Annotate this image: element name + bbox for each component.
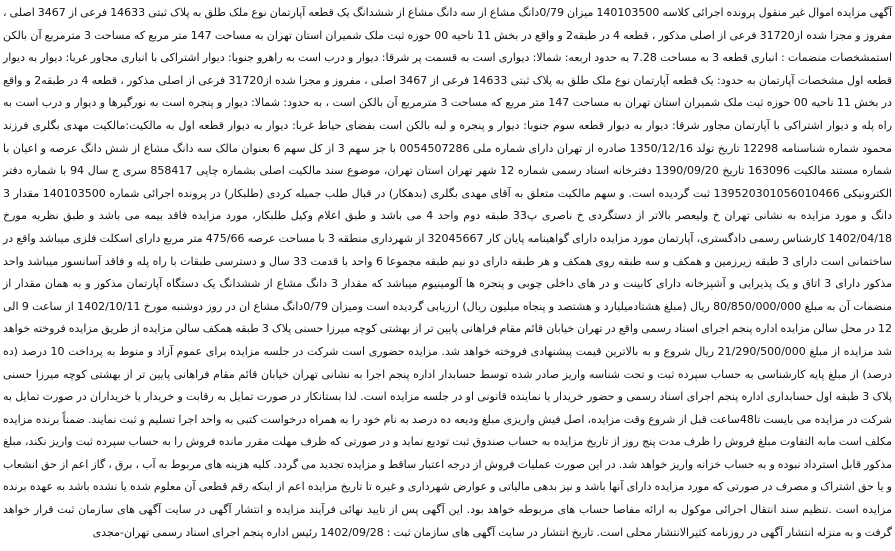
auction-notice-text: آگهی مزایده اموال غیر منقول پرونده اجرائی کلاسه 140103500 میزان 0/79دانگ مشاع از سه دانگ مشاع از ششدانگ یک قطعه آپارتمان نوع ملک طلق به پلاک ثبتی 14633 فرعی از 3467 اصلی ، مفروز و مجزا شده از31720 فرعی از اصلی مذکور ، قطعه 4 در طبقه2 و واقع در بخش 11 ناحیه 00 حوزه ثبت ملک شمیران استان تهران به مساحت 147 متر مربع که مساحت 3 مترمربع آن بالکن استمشخصات منضمات : انباری قطعه 3 به مساحت 7.28 به حدود اربعه: شمالا: دیواری است به قسمت پر شرقا: دیوار و درب است به راهرو جنوبا: دیوار اشتراکی با انباری مجاور غربا: دیوار به دیوار قطعه اول مشخصات آپارتمان به حدود: یک قطعه آپارتمان نوع ملک طلق به پلاک ثبتی 14633 فرعی از 3467 اصلی ، مفروز و مجزا شده از31720 فرعی از اصلی مذکور ، قطعه 4 در طبقه2 و واقع در بخش 11 ناحیه 00 حوزه ثبت ملک شمیران استان تهران به مساحت 147 متر مربع که مساحت 3 مترمربع آن بالکن است ، به حدود: شمالا: دیوار و پنجره است به نورگیرها و دیوار و درب است به راه پله و دیوار اشتراکی با آپارتمان مجاور شرقا: دیوار به دیوار قطعه سوم جنوبا: دیوار و پنجره و لبه بالکن است بفضای حیاط غربا: دیوار به دیوار قطعه اول به مالکیت:مالکیت مهدی بگلری فرزند محمود شماره شناسنامه 12298 تاریخ تولد 1350/12/16 صادره از تهران دارای شماره ملی 0054507286 با جز سهم 3 از کل سهم 6 بعنوان مالک سه دانگ مشاع از شش دانگ عرصه و اعیان با شماره مستند مالکیت 163096 تاریخ 1390/09/20 دفترخانه اسناد رسمی شماره 12 شهر تهران استان تهران، موضوع سند مالکیت اصلی بشماره چاپی 858417 سری ج سال 94 با شماره دفتر الکترونیکی 139520301056010466 ثبت گردیده است. و سهم مالکیت متعلق به آقای مهدی بگلری (بدهکار) در قبال طلب جمیله کردی (طلبکار) در پرونده اجرائی شماره 140103500 مقدار 3 دانگ و مورد مزایده به نشانی تهران خ ولیعصر بالاتر از دستگردی خ ناصری پ33 طبقه دوم واحد 4 می باشد و طبق اعلام وکیل طلبکار، مورد مزایده فاقد بیمه می باشد و طبق نظریه مورخ 1402/04/18 کارشناس رسمی دادگستری، آپارتمان مورد مزایده دارای گواهینامه پایان کار 32045667 از شهرداری منطقه 3 با مساحت عرصه 475/66 متر مربع دارای اسکلت فلزی میباشد واقع در ساختمانی است دارای 3 طبقه زیرزمین و همکف و سه طبقه روی همکف و هر طبقه دارای دو نیم طبقه مجموعا 6 واحد با قدمت 33 سال و دسترسی طبقات با راه پله و فاقد آسانسور میباشد واحد مذکور دارای 3 اتاق و یک پذیرایی و آشپزخانه دارای کابینت و در های داخلی چوبی و پنجره ها آلومینیوم میباشد که مقدار 3 دانگ مشاع از ششدانگ یک دستگاه آپارتمان مذکور و به همان مقدار از منضمات آن به مبلغ 80/850/000/000 ریال (مبلغ هشتادمیلیارد و هشتصد و پنجاه میلیون ریال) ارزیابی گردیده است ومیزان 0/79دانگ مشاع ان در روز دوشنبه مورخ 1402/10/11 از ساعت 9 الی 12 در محل سالن مزایده اداره پنجم اجرای اسناد رسمی واقع در تهران خیابان قائم مقام فراهانی پایین تر از بهشتی کوچه میرزا حسنی پلاک 3 طبقه همکف سالن مزایده از طریق مزایده فروخته خواهد شد مزایده از مبلغ 21/290/500/000 ریال شروع و به بالاترین قیمت پیشنهادی فروخته خواهد شد. مزایده حضوری است شرکت در جلسه مزایده برای عموم آزاد و منوط به پرداخت 10 درصد (ده درصد) از مبلغ پایه کارشناسی به حساب سپرده ثبت و تحت شناسه واریز صادر شده توسط حسابدار اداره پنجم اجرا به نشانی تهران خیابان قائم مقام فراهانی پایین تر از بهشتی کوچه میرزا حسنی پلاک 3 طبقه اول حسابداری اداره پنجم اجرای اسناد رسمی و حضور خریدار یا نماینده قانونی او در جلسه مزایده است. لذا بستانکار در صورت تمایل به رقابت و خریدار یا خریداران در صورت تمایل به شرکت در مزایده می بایست تا48ساعت قبل از شروع وقت مزایده، اصل فیش واریزی مبلغ ودیعه ده درصد به نام خود را به همراه درخواست کتبی به واحد اجرا تسلیم و ثبت نمایند. ضمناً برنده مزایده مکلف است مابه التفاوت مبلغ فروش را ظرف مدت پنج روز از تاریخ مزایده به حساب صندوق ثبت تودیع نماید و در صورتی که ظرف مهلت مقرر مانده فروش را به حساب سپرده ثبت واریز نکند، مبلغ مذکور قابل استرداد نبوده و به حساب خزانه واریز خواهد شد. در این صورت عملیات فروش از درجه اعتبار ساقط و مزایده تجدید می گردد. کلیه هزینه های مربوط به آب ، برق ، گاز اعم از حق انشعاب و یا حق اشتراک و مصرف در صورتی که مورد مزایده دارای آنها باشد و نیز بدهی مالیاتی و عوارض شهرداری و غیره تا تاریخ مزایده اعم از اینکه رقم قطعی آن معلوم شده یا نشده باشد به عهده برنده مزایده است .تنظیم سند انتقال اجرائی موکول به ارائه مفاصا حساب های مربوطه خواهد بود. این آگهی پس از تایید نهائی فرآیند مزایده و انتشار آگهی در سایت آگهی های سازمان ثبت قرار خواهد گرفت و به منزله انتشار آگهی در روزنامه کثیرالانتشار محلی است. تاریخ انتشار در سایت آگهی های سازمان ثبت : 1402/09/28 رئیس اداره پنجم اجرای اسناد رسمی تهران-مجدی: [3, 6, 893, 539]
